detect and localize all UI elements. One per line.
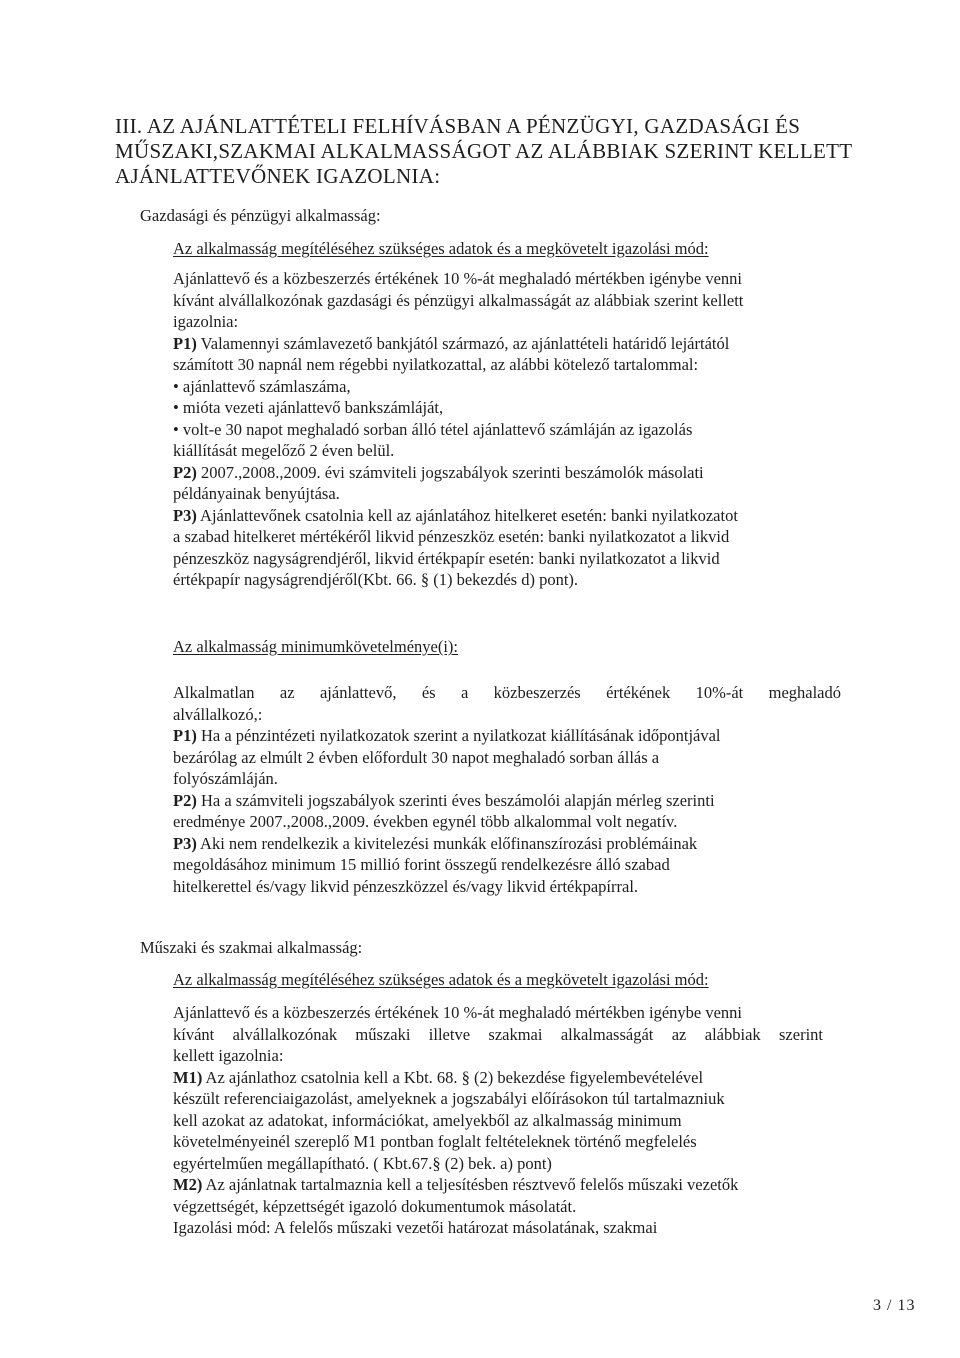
text-line: Ajánlattevő és a közbeszerzés értékének 10 %-át meghaladó mértékben igénybe venni [173, 1003, 743, 1022]
financial-title: Gazdasági és pénzügyi alkalmasság: [140, 206, 381, 225]
financial-requirements [173, 268, 823, 591]
text-line: pénzeszköz nagyságrendjéről, likvid értékpapír esetén: banki nyilatkozatot a likvid [173, 548, 720, 568]
text-line: Ajánlattevő és a közbeszerzés értékének 10 %-át meghaladó mértékben igénybe venni [173, 269, 743, 288]
text-line: eredménye 2007.,2008.,2009. években egynél több alkalommal volt negatív. [173, 812, 678, 831]
text-line: Ha a pénzintézeti nyilatkozatok szerint a nyilatkozat kiállításának időpontjával [196, 726, 721, 745]
p1-paragraph [173, 725, 841, 747]
text-line: kell azokat az adatokat, információkat, amelyekből az alkalmasság minimum [173, 1110, 682, 1130]
heading-line: III. AZ AJÁNLATTÉTELI FELHÍVÁSBAN A PÉNZÜGYI, GAZDASÁGI ÉS [115, 114, 801, 138]
bullet-item: • volt-e 30 napot meghaladó sorban álló tétel ajánlattevő számláján az igazolás [173, 419, 693, 439]
text-line: Ajánlattevőnek csatolnia kell az ajánlatához hitelkeret esetén: banki nyilatkozatot [196, 505, 738, 525]
minimum-title: Az alkalmasság minimumkövetelménye(i): [173, 637, 459, 656]
financial-method-title: Az alkalmasság megítéléséhez szükséges adatok és a megkövetelt igazolási mód: [173, 239, 709, 258]
text-line: példányainak benyújtása. [173, 484, 340, 503]
m2-label: M2) [173, 1175, 203, 1194]
text-line: követelményeinél szereplő M1 pontban foglalt feltételeknek történő megfelelés [173, 1132, 697, 1151]
text-line: 2007.,2008.,2009. évi számviteli jogszabályok szerinti beszámolók másolati [196, 462, 704, 482]
text-line: igazolnia: [173, 312, 239, 331]
page-number: 3 / 13 [873, 1297, 916, 1314]
text-line: bezárólag az elmúlt 2 évben előfordult 30 napot meghaladó sorban állás a [173, 747, 660, 767]
text-line: Alkalmatlan az ajánlattevő, és a közbeszerzés értékének 10%-át meghaladó [173, 683, 841, 702]
bullet-item: • ajánlattevő számlaszáma, [173, 376, 351, 396]
p3-label: P3) [173, 833, 197, 853]
p3-label: P3) [173, 505, 197, 525]
p1-label: P1) [173, 726, 197, 745]
m2-paragraph [173, 1174, 823, 1196]
m1-paragraph [173, 1067, 823, 1089]
text-line: Igazolási mód: A felelős műszaki vezetői határozat másolatának, szakmai [173, 1218, 658, 1237]
bullet-item: • mióta vezeti ajánlattevő bankszámláját, [173, 398, 444, 417]
text-line: végzettségét, képzettségét igazoló dokumentumok másolatát. [173, 1196, 577, 1216]
text-line: hitelkerettel és/vagy likvid pénzeszközzel és/vagy likvid értékpapírral. [173, 876, 639, 896]
m1-label: M1) [173, 1067, 203, 1087]
text-line: egyértelműen megállapítható. ( Kbt.67.§ (2) bek. a) pont) [173, 1153, 552, 1173]
technical-requirements [173, 1002, 823, 1239]
text-line: Valamennyi számlavezető bankjától származó, az ajánlattételi határidő lejártától [196, 333, 730, 353]
text-line: készült referenciaigazolást, amelyeknek a jogszabályi előírásokon túl tartalmazniuk [173, 1089, 725, 1108]
technical-method-title: Az alkalmasság megítéléséhez szükséges adatok és a megkövetelt igazolási mód: [173, 970, 709, 989]
p2-paragraph [173, 462, 823, 484]
section-heading [115, 114, 855, 189]
text-line: megoldásához minimum 15 millió forint összegű rendelkezésre álló szabad [173, 855, 670, 874]
text-line: kiállítását megelőző 2 éven belül. [173, 441, 395, 460]
text-line: értékpapír nagyságrendjéről(Kbt. 66. § (1) bekezdés d) pont). [173, 570, 579, 589]
text-line: alvállalkozó,: [173, 704, 263, 724]
p3-paragraph [173, 833, 841, 855]
minimum-requirements [173, 682, 841, 897]
text-line: folyószámláján. [173, 769, 278, 788]
text-line: Az ajánlatnak tartalmaznia kell a teljesítésben résztvevő felelős műszaki vezetők [202, 1175, 739, 1194]
text-line: Ha a számviteli jogszabályok szerinti éves beszámolói alapján mérleg szerinti [196, 790, 715, 810]
heading-line: MŰSZAKI,SZAKMAI ALKALMASSÁGOT AZ ALÁBBIAK SZERINT KELLETT [115, 139, 853, 163]
p2-label: P2) [173, 462, 197, 482]
p3-paragraph [173, 505, 823, 527]
text-line: Az ajánlathoz csatolnia kell a Kbt. 68. § (2) bekezdése figyelembevételével [202, 1067, 704, 1087]
p1-label: P1) [173, 333, 197, 353]
text-line: a szabad hitelkeret mértékéről likvid pénzeszköz esetén: banki nyilatkozatot a likvid [173, 527, 730, 546]
p2-label: P2) [173, 790, 197, 810]
heading-line: AJÁNLATTEVŐNEK IGAZOLNIA: [115, 164, 441, 188]
text-line: kívánt alvállalkozónak műszaki illetve szakmai alkalmasságát az alábbiak szerint [173, 1024, 823, 1044]
p1-paragraph [173, 333, 823, 355]
text-line: kívánt alvállalkozónak gazdasági és pénzügyi alkalmasságát az alábbiak szerint kellett [173, 290, 744, 310]
technical-title: Műszaki és szakmai alkalmasság: [140, 938, 363, 957]
p2-paragraph [173, 790, 841, 812]
text-line: Aki nem rendelkezik a kivitelezési munkák előfinanszírozási problémáinak [196, 833, 698, 853]
text-line: kellett igazolnia: [173, 1046, 284, 1065]
text-line: számított 30 napnál nem régebbi nyilatkozattal, az alábbi kötelező tartalommal: [173, 355, 699, 374]
